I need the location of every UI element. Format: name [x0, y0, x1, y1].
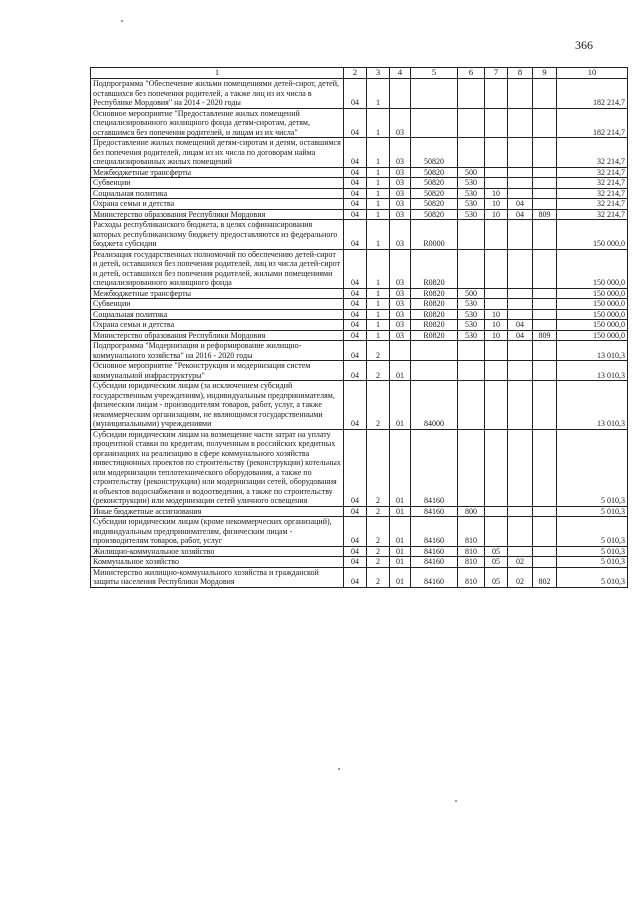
- code-cell: 02: [508, 557, 533, 568]
- amount-cell: 5 010,3: [557, 546, 628, 557]
- code-cell: [533, 288, 557, 299]
- row-name: Субвенции: [91, 299, 344, 310]
- amount-cell: 182 214,7: [557, 108, 628, 138]
- code-cell: R0820: [411, 249, 458, 288]
- code-cell: 03: [390, 209, 411, 220]
- amount-cell: 150 000,0: [557, 299, 628, 310]
- code-cell: 1: [367, 138, 390, 168]
- code-cell: [458, 138, 485, 168]
- code-cell: [533, 506, 557, 517]
- table-row: [91, 167, 628, 178]
- code-cell: 01: [390, 517, 411, 547]
- code-cell: 1: [367, 320, 390, 331]
- code-cell: 04: [344, 381, 367, 430]
- code-cell: [485, 517, 508, 547]
- code-cell: [458, 361, 485, 381]
- table-row: [91, 299, 628, 310]
- amount-cell: 32 214,7: [557, 178, 628, 189]
- table-row: [91, 506, 628, 517]
- amount-cell: 5 010,3: [557, 557, 628, 568]
- table-row: [91, 138, 628, 168]
- code-cell: [485, 79, 508, 109]
- code-cell: 01: [390, 546, 411, 557]
- amount-cell: 5 010,3: [557, 517, 628, 547]
- code-cell: 05: [485, 557, 508, 568]
- row-name: Межбюджетные трансферты: [91, 288, 344, 299]
- code-cell: [533, 320, 557, 331]
- code-cell: [485, 288, 508, 299]
- code-cell: 1: [367, 188, 390, 199]
- code-cell: 04: [344, 178, 367, 189]
- page-number: 366: [575, 38, 593, 52]
- row-name: Основное мероприятие "Реконструкция и модернизация систем коммунальной инфраструктуры": [91, 361, 344, 381]
- code-cell: 1: [367, 199, 390, 210]
- code-cell: [508, 178, 533, 189]
- code-cell: 04: [344, 361, 367, 381]
- code-cell: [390, 79, 411, 109]
- code-cell: 04: [344, 546, 367, 557]
- code-cell: 03: [390, 178, 411, 189]
- code-cell: 1: [367, 167, 390, 178]
- code-cell: 04: [344, 288, 367, 299]
- code-cell: [508, 506, 533, 517]
- code-cell: 800: [458, 506, 485, 517]
- table-row: [91, 178, 628, 189]
- code-cell: 84000: [411, 381, 458, 430]
- code-cell: 04: [344, 188, 367, 199]
- code-cell: 1: [367, 79, 390, 109]
- code-cell: 1: [367, 288, 390, 299]
- code-cell: 530: [458, 309, 485, 320]
- code-cell: 03: [390, 108, 411, 138]
- code-cell: [458, 429, 485, 506]
- row-name: Иные бюджетные ассигнования: [91, 506, 344, 517]
- table-row: [91, 546, 628, 557]
- table-row: [91, 341, 628, 361]
- code-cell: R0820: [411, 330, 458, 341]
- code-cell: [411, 341, 458, 361]
- code-cell: 01: [390, 361, 411, 381]
- scan-speck: [455, 800, 457, 802]
- code-cell: [485, 381, 508, 430]
- code-cell: 10: [485, 309, 508, 320]
- row-name: Расходы республиканского бюджета, в целях софинансирования которых республиканскому бюджету предоставляются из федерального бюджета субсидии: [91, 220, 344, 250]
- amount-cell: 32 214,7: [557, 188, 628, 199]
- code-cell: 04: [508, 330, 533, 341]
- code-cell: 809: [533, 209, 557, 220]
- code-cell: 530: [458, 209, 485, 220]
- row-name: Коммунальное хозяйство: [91, 557, 344, 568]
- code-cell: 2: [367, 429, 390, 506]
- table-row: [91, 220, 628, 250]
- code-cell: 10: [485, 320, 508, 331]
- code-cell: 04: [344, 249, 367, 288]
- code-cell: 1: [367, 108, 390, 138]
- amount-cell: 150 000,0: [557, 249, 628, 288]
- code-cell: 04: [344, 309, 367, 320]
- code-cell: 04: [508, 199, 533, 210]
- code-cell: 03: [390, 188, 411, 199]
- code-cell: 84160: [411, 517, 458, 547]
- code-cell: [533, 108, 557, 138]
- scan-speck: [338, 768, 340, 770]
- code-cell: [508, 299, 533, 310]
- code-cell: 50820: [411, 138, 458, 168]
- row-name: Предоставление жилых помещений детям-сиротам и детям, оставшимся без попечения родителей, лицам из их числа по договорам найма специализированных жилых помещений: [91, 138, 344, 168]
- column-header: 8: [508, 68, 533, 79]
- code-cell: [508, 361, 533, 381]
- code-cell: [390, 341, 411, 361]
- code-cell: [533, 299, 557, 310]
- code-cell: [485, 506, 508, 517]
- scan-speck: [121, 20, 123, 22]
- code-cell: 10: [485, 330, 508, 341]
- code-cell: 809: [533, 330, 557, 341]
- code-cell: [485, 361, 508, 381]
- code-cell: 2: [367, 381, 390, 430]
- table-row: [91, 567, 628, 587]
- code-cell: [458, 79, 485, 109]
- code-cell: 50820: [411, 188, 458, 199]
- code-cell: 01: [390, 381, 411, 430]
- code-cell: 500: [458, 288, 485, 299]
- row-name: Социальная политика: [91, 188, 344, 199]
- code-cell: 84160: [411, 567, 458, 587]
- code-cell: [508, 79, 533, 109]
- row-name: Министерство образования Республики Мордовия: [91, 209, 344, 220]
- column-header: 9: [533, 68, 557, 79]
- code-cell: [485, 341, 508, 361]
- code-cell: 2: [367, 546, 390, 557]
- amount-cell: 5 010,3: [557, 429, 628, 506]
- code-cell: 810: [458, 517, 485, 547]
- code-cell: 03: [390, 199, 411, 210]
- code-cell: 04: [344, 79, 367, 109]
- code-cell: [508, 546, 533, 557]
- row-name: Министерство образования Республики Мордовия: [91, 330, 344, 341]
- table-row: [91, 557, 628, 568]
- code-cell: 04: [344, 220, 367, 250]
- table-row: [91, 249, 628, 288]
- code-cell: 2: [367, 517, 390, 547]
- column-header: 2: [344, 68, 367, 79]
- row-name: Охрана семьи и детства: [91, 320, 344, 331]
- code-cell: 01: [390, 557, 411, 568]
- row-name: Субсидии юридическим лицам (за исключением субсидий государственным учреждениям), индивидуальным предпринимателям, физическим лицам - производителям товаров, работ, услуг, а также некоммерческим организациям, не являющимся государственными (муниципальными) учреждениями: [91, 381, 344, 430]
- code-cell: [411, 79, 458, 109]
- code-cell: 02: [508, 567, 533, 587]
- code-cell: [533, 249, 557, 288]
- code-cell: 802: [533, 567, 557, 587]
- amount-cell: 150 000,0: [557, 309, 628, 320]
- amount-cell: 5 010,3: [557, 567, 628, 587]
- code-cell: 810: [458, 557, 485, 568]
- code-cell: [485, 299, 508, 310]
- code-cell: [508, 220, 533, 250]
- code-cell: [411, 361, 458, 381]
- code-cell: 84160: [411, 429, 458, 506]
- code-cell: 04: [344, 429, 367, 506]
- code-cell: 03: [390, 330, 411, 341]
- code-cell: 50820: [411, 178, 458, 189]
- code-cell: 01: [390, 567, 411, 587]
- code-cell: 05: [485, 546, 508, 557]
- code-cell: 04: [344, 138, 367, 168]
- code-cell: 530: [458, 178, 485, 189]
- code-cell: 2: [367, 506, 390, 517]
- code-cell: 10: [485, 188, 508, 199]
- code-cell: [533, 178, 557, 189]
- table-row: [91, 429, 628, 506]
- code-cell: 04: [344, 320, 367, 331]
- amount-cell: 32 214,7: [557, 199, 628, 210]
- row-name: Реализация государственных полномочий по обеспечению детей-сирот и детей, оставшихся без попечения родителей, лиц из числа детей-сирот и детей, оставшихся без попечения родителей, жилыми помещениями специализированного жилищного фонда: [91, 249, 344, 288]
- code-cell: [508, 517, 533, 547]
- code-cell: 01: [390, 506, 411, 517]
- code-cell: [533, 341, 557, 361]
- code-cell: [533, 138, 557, 168]
- code-cell: 04: [344, 567, 367, 587]
- amount-cell: 32 214,7: [557, 209, 628, 220]
- code-cell: 04: [344, 108, 367, 138]
- code-cell: 2: [367, 341, 390, 361]
- code-cell: 50820: [411, 167, 458, 178]
- code-cell: [533, 429, 557, 506]
- code-cell: 84160: [411, 557, 458, 568]
- code-cell: [508, 138, 533, 168]
- code-cell: 03: [390, 249, 411, 288]
- code-cell: [458, 249, 485, 288]
- table-row: [91, 288, 628, 299]
- code-cell: 1: [367, 178, 390, 189]
- code-cell: 530: [458, 188, 485, 199]
- code-cell: 1: [367, 209, 390, 220]
- amount-cell: 32 214,7: [557, 138, 628, 168]
- table-row: [91, 320, 628, 331]
- row-name: Субсидии юридическим лицам на возмещение части затрат на уплату процентной ставки по кредитам, полученным в российских кредитных организациях на реализацию в сфере коммунального хозяйства инвестиционных проектов по строительству (реконструкции) котельных или модернизации теплотехнического оборудования, а также по строительству (реконструкции) или модернизации сетей, оборудования и объектов водоснабжения и водоотведения, а также по строительству (реконструкции) или модернизации сетей уличного освещения: [91, 429, 344, 506]
- code-cell: [533, 79, 557, 109]
- code-cell: 10: [485, 209, 508, 220]
- code-cell: R0820: [411, 309, 458, 320]
- code-cell: [485, 429, 508, 506]
- table-row: [91, 517, 628, 547]
- code-cell: 2: [367, 361, 390, 381]
- code-cell: [485, 249, 508, 288]
- code-cell: 1: [367, 309, 390, 320]
- row-name: Жилищно-коммунальное хозяйство: [91, 546, 344, 557]
- amount-cell: 150 000,0: [557, 330, 628, 341]
- table-row: [91, 209, 628, 220]
- code-cell: [533, 188, 557, 199]
- code-cell: 2: [367, 567, 390, 587]
- table-row: [91, 381, 628, 430]
- code-cell: 530: [458, 299, 485, 310]
- code-cell: 04: [344, 506, 367, 517]
- table-row: [91, 330, 628, 341]
- code-cell: 04: [344, 517, 367, 547]
- code-cell: 04: [344, 557, 367, 568]
- row-name: Подпрограмма "Обеспечение жильми помещениями детей-сирот, детей, оставшихся без попечения родителей, а также лиц из их числа в Республике Мордовия" на 2014 - 2020 годы: [91, 79, 344, 109]
- code-cell: [533, 167, 557, 178]
- row-name: Социальная политика: [91, 309, 344, 320]
- code-cell: 04: [344, 341, 367, 361]
- code-cell: [458, 108, 485, 138]
- column-header: 3: [367, 68, 390, 79]
- code-cell: [508, 341, 533, 361]
- code-cell: 50820: [411, 199, 458, 210]
- code-cell: R0000: [411, 220, 458, 250]
- table-row: [91, 361, 628, 381]
- code-cell: 84160: [411, 546, 458, 557]
- code-cell: R0820: [411, 320, 458, 331]
- amount-cell: 32 214,7: [557, 167, 628, 178]
- code-cell: 1: [367, 330, 390, 341]
- code-cell: 04: [344, 209, 367, 220]
- code-cell: 03: [390, 138, 411, 168]
- code-cell: [508, 309, 533, 320]
- code-cell: 04: [344, 299, 367, 310]
- amount-cell: 150 000,0: [557, 288, 628, 299]
- row-name: Субвенции: [91, 178, 344, 189]
- code-cell: 530: [458, 320, 485, 331]
- code-cell: [533, 220, 557, 250]
- amount-cell: 150 000,0: [557, 320, 628, 331]
- code-cell: 03: [390, 299, 411, 310]
- code-cell: 530: [458, 199, 485, 210]
- code-cell: [533, 309, 557, 320]
- code-cell: 04: [508, 320, 533, 331]
- amount-cell: 182 214,7: [557, 79, 628, 109]
- code-cell: [485, 138, 508, 168]
- amount-cell: 13 010,3: [557, 341, 628, 361]
- code-cell: [411, 108, 458, 138]
- code-cell: 04: [344, 199, 367, 210]
- code-cell: 50820: [411, 209, 458, 220]
- code-cell: [533, 557, 557, 568]
- code-cell: 1: [367, 249, 390, 288]
- code-cell: [485, 178, 508, 189]
- table-row: [91, 108, 628, 138]
- row-name: Министерство жилищно-коммунального хозяйства и гражданской защиты населения Республики Мордовия: [91, 567, 344, 587]
- budget-table: [90, 67, 628, 588]
- code-cell: 10: [485, 199, 508, 210]
- code-cell: [508, 167, 533, 178]
- code-cell: [508, 429, 533, 506]
- code-cell: [508, 288, 533, 299]
- code-cell: 03: [390, 320, 411, 331]
- row-name: Субсидии юридическим лицам (кроме некоммерческих организаций), индивидуальным предпринимателям, физическим лицам - производителям товаров, работ, услуг: [91, 517, 344, 547]
- code-cell: [508, 108, 533, 138]
- code-cell: 530: [458, 330, 485, 341]
- code-cell: [508, 249, 533, 288]
- column-header: 7: [485, 68, 508, 79]
- amount-cell: 13 010,3: [557, 361, 628, 381]
- column-header: 10: [557, 68, 628, 79]
- code-cell: [458, 220, 485, 250]
- code-cell: [485, 220, 508, 250]
- column-header: 6: [458, 68, 485, 79]
- code-cell: [458, 381, 485, 430]
- row-name: Охрана семьи и детства: [91, 199, 344, 210]
- code-cell: 2: [367, 557, 390, 568]
- code-cell: 03: [390, 309, 411, 320]
- code-cell: [458, 341, 485, 361]
- code-cell: 04: [344, 330, 367, 341]
- table-row: [91, 188, 628, 199]
- row-name: Основное мероприятие "Предоставление жилых помещений специализированного жилищного фонда детям-сиротам, детям, оставшимся без попечения родителей, и лицам из их числа": [91, 108, 344, 138]
- code-cell: R0820: [411, 299, 458, 310]
- code-cell: [485, 108, 508, 138]
- code-cell: 03: [390, 288, 411, 299]
- code-cell: 500: [458, 167, 485, 178]
- code-cell: 01: [390, 429, 411, 506]
- code-cell: 1: [367, 299, 390, 310]
- code-cell: R0820: [411, 288, 458, 299]
- code-cell: 03: [390, 167, 411, 178]
- code-cell: 03: [390, 220, 411, 250]
- column-header: 5: [411, 68, 458, 79]
- code-cell: [533, 381, 557, 430]
- table-row: [91, 309, 628, 320]
- amount-cell: 13 010,3: [557, 381, 628, 430]
- code-cell: [485, 167, 508, 178]
- code-cell: [533, 517, 557, 547]
- code-cell: 1: [367, 220, 390, 250]
- table-row: [91, 199, 628, 210]
- code-cell: 05: [485, 567, 508, 587]
- code-cell: 810: [458, 567, 485, 587]
- code-cell: [533, 361, 557, 381]
- code-cell: 04: [344, 167, 367, 178]
- table-row: [91, 79, 628, 109]
- code-cell: [533, 546, 557, 557]
- amount-cell: 150 000,0: [557, 220, 628, 250]
- row-name: Межбюджетные трансферты: [91, 167, 344, 178]
- code-cell: 810: [458, 546, 485, 557]
- code-cell: 04: [508, 209, 533, 220]
- table-header-row: [91, 68, 628, 79]
- amount-cell: 5 010,3: [557, 506, 628, 517]
- code-cell: 84160: [411, 506, 458, 517]
- row-name: Подпрограмма "Модернизация и реформирование жилищно-коммунального хозяйства" на 2016 - 2020 годы: [91, 341, 344, 361]
- code-cell: [508, 381, 533, 430]
- column-header: 4: [390, 68, 411, 79]
- code-cell: [508, 188, 533, 199]
- code-cell: [533, 199, 557, 210]
- column-header: 1: [91, 68, 344, 79]
